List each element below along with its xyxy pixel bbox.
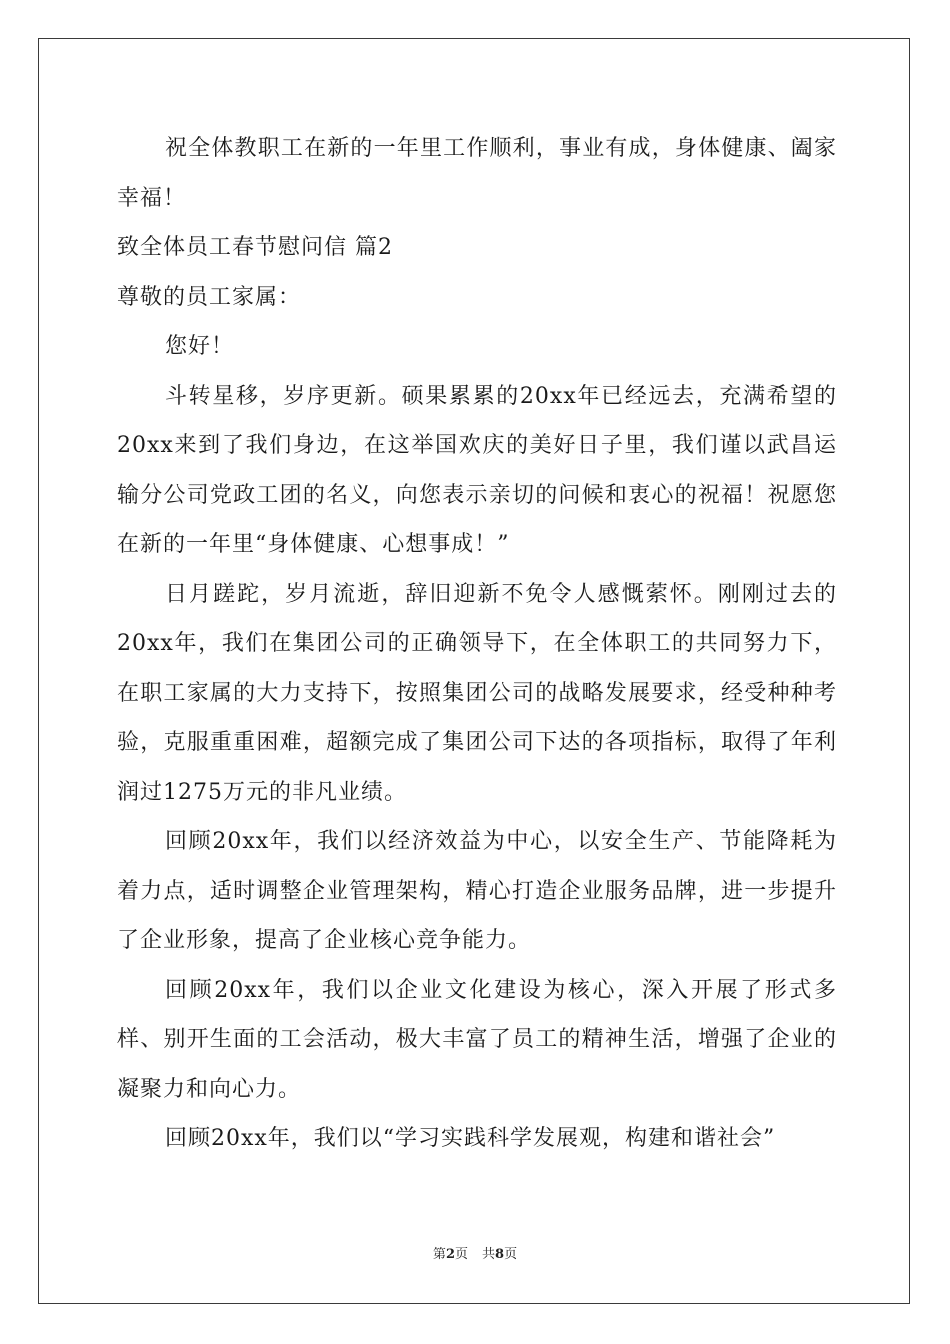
paragraph-review-economy: 回顾20xx年，我们以经济效益为中心，以安全生产、节能降耗为着力点，适时调整企业管理架构，精心打造企业服务品牌，进一步提升了企业形象，提高了企业核心竞争能力。 <box>117 829 837 953</box>
greeting: 您好！ <box>165 334 235 359</box>
paragraph-closing-wish: 祝全体教职工在新的一年里工作顺利，事业有成，身体健康、阖家幸福！ <box>117 136 837 211</box>
document-body <box>117 124 837 1164</box>
page-prefix: 第 <box>432 1247 446 1262</box>
paragraph-new-year: 斗转星移，岁序更新。硕果累累的20xx年已经远去，充满希望的20xx来到了我们身边，在这举国欢庆的美好日子里，我们谨以武昌运输分公司党政工团的名义，向您表示亲切的问候和衷心的祝福！祝愿您在新的一年里“身体健康、心想事成！” <box>117 383 837 557</box>
paragraph-review-science: 回顾20xx年，我们以“学习实践科学发展观，构建和谐社会” <box>165 1126 776 1151</box>
salutation: 尊敬的员工家属： <box>117 284 302 310</box>
section-heading: 致全体员工春节慰问信 篇2 <box>117 235 393 260</box>
total-suffix: 页 <box>504 1247 518 1262</box>
total-prefix: 共 <box>482 1247 496 1262</box>
total-pages: 8 <box>495 1247 505 1262</box>
paragraph-review-year: 日月蹉跎，岁月流逝，辞旧迎新不免令人感慨萦怀。刚刚过去的20xx年，我们在集团公司的正确领导下，在全体职工的共同努力下，在职工家属的大力支持下，按照集团公司的战略发展要求，经受种种考验，克服重重困难，超额完成了集团公司下达的各项指标，取得了年利润过1275万元的非凡业绩。 <box>117 581 837 805</box>
page-footer <box>0 1246 950 1264</box>
paragraph-review-culture: 回顾20xx年，我们以企业文化建设为核心，深入开展了形式多样、别开生面的工会活动，极大丰富了员工的精神生活，增强了企业的凝聚力和向心力。 <box>117 977 837 1102</box>
page-number: 2 <box>445 1247 455 1262</box>
page-suffix: 页 <box>454 1247 468 1262</box>
